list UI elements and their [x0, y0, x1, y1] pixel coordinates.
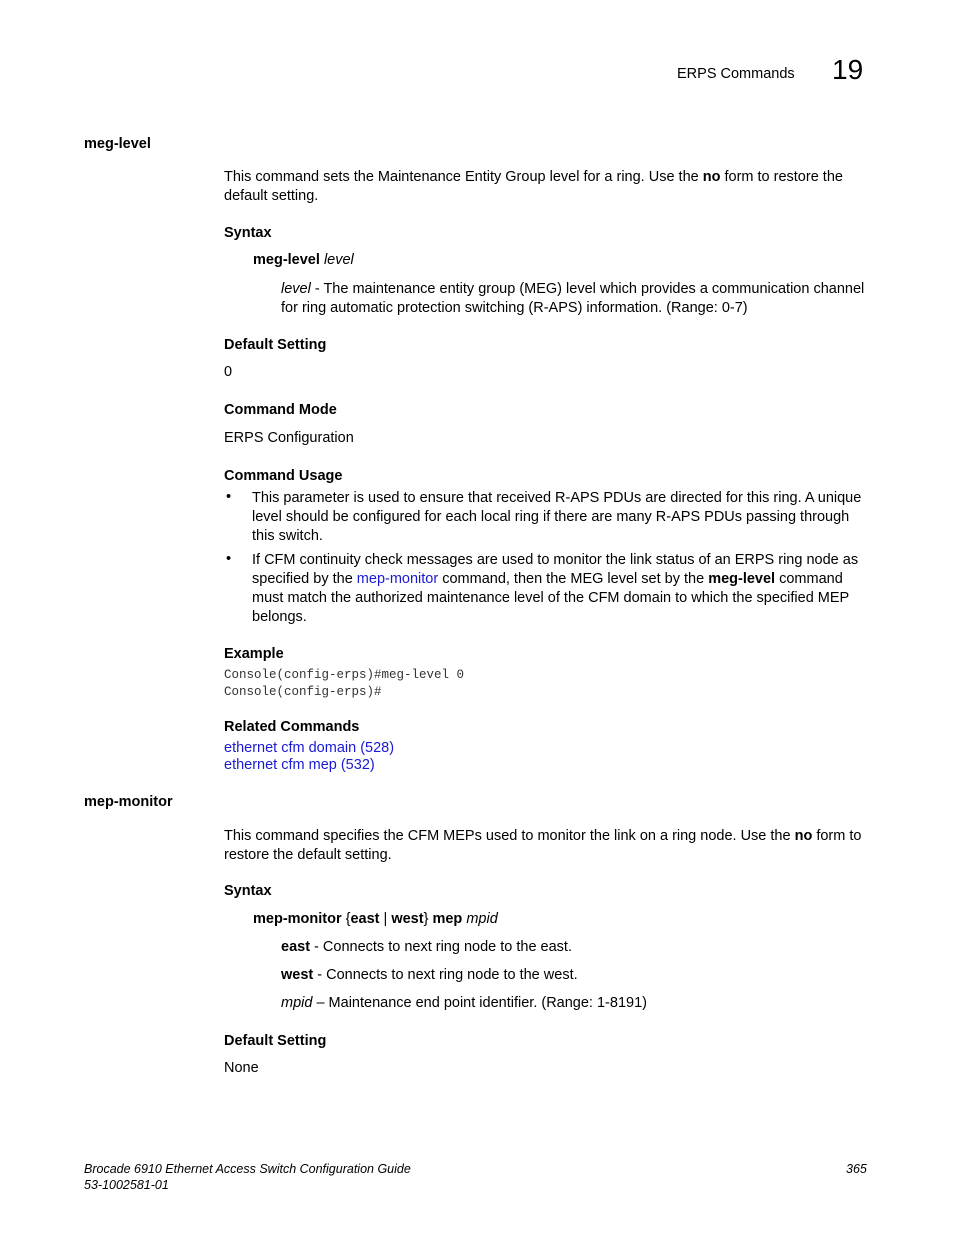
mep-monitor-description: This command specifies the CFM MEPs used to monitor the link on a ring node. Use the no form to restore the default setting.	[224, 828, 862, 863]
usage-item-1: This parameter is used to ensure that received R-APS PDUs are directed for this ring. A unique level should be configured for each local ring if there are many R-APS PDUs passing through this switch.	[252, 490, 862, 544]
syntax-line: meg-level level	[253, 252, 354, 268]
example-code: Console(config-erps)#meg-level 0 Console(config-erps)#	[224, 668, 465, 699]
syntax-heading: Syntax	[224, 883, 272, 899]
meg-level-description: This command sets the Maintenance Entity Group level for a ring. Use the no form to restore the default setting.	[224, 169, 843, 204]
mep-monitor-link[interactable]: mep-monitor	[356, 571, 439, 587]
footer-guide-title: Brocade 6910 Ethernet Access Switch Configuration Guide	[84, 1162, 411, 1176]
bullet-marker: •	[226, 489, 232, 505]
default-setting-value: 0	[224, 364, 233, 380]
section-heading-mep-monitor: mep-monitor	[84, 794, 173, 810]
footer-page-number: 365	[846, 1162, 867, 1176]
related-link-cfm-domain[interactable]: ethernet cfm domain (528)	[224, 740, 395, 756]
bullet-marker: •	[226, 551, 232, 567]
param-level-description: level - The maintenance entity group (MEG) level which provides a communication channel for ring automatic protection switching (R-APS) information. (Range: 0-7)	[281, 281, 865, 316]
related-link-cfm-mep[interactable]: ethernet cfm mep (532)	[224, 757, 375, 773]
related-commands-list	[224, 740, 394, 774]
syntax-line: mep-monitor {east | west} mep mpid	[253, 911, 498, 927]
section-heading-meg-level: meg-level	[84, 136, 151, 152]
default-setting-heading: Default Setting	[224, 1033, 327, 1049]
default-setting-heading: Default Setting	[224, 337, 327, 353]
param-east: east - Connects to next ring node to the east.	[281, 939, 572, 955]
param-west: west - Connects to next ring node to the west.	[281, 967, 578, 983]
chapter-title: ERPS Commands	[677, 66, 795, 82]
related-commands-heading: Related Commands	[224, 719, 360, 735]
example-heading: Example	[224, 646, 284, 662]
command-mode-heading: Command Mode	[224, 402, 337, 418]
command-mode-value: ERPS Configuration	[224, 430, 354, 446]
footer-doc-number: 53-1002581-01	[84, 1178, 169, 1192]
chapter-number: 19	[832, 54, 864, 85]
default-setting-value: None	[224, 1060, 259, 1076]
usage-item-2: If CFM continuity check messages are used to monitor the link status of an ERPS ring node as specified by the mep-monitor command, then the MEG level set by the meg-level command must match the authorized maintenance level of the CFM domain to which the specified MEP belongs.	[252, 552, 859, 625]
command-usage-heading: Command Usage	[224, 468, 343, 484]
syntax-heading: Syntax	[224, 225, 272, 241]
param-mpid: mpid – Maintenance end point identifier. (Range: 1-8191)	[281, 995, 647, 1011]
